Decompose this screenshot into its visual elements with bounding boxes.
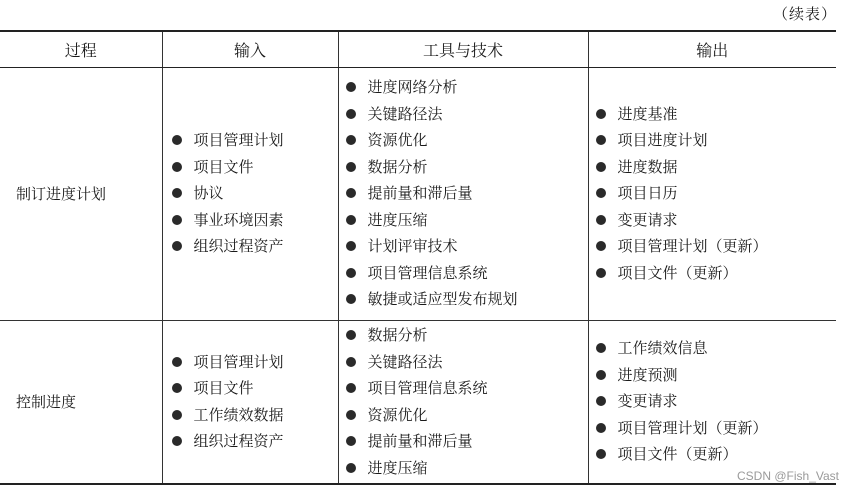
list-item: 项目文件 — [166, 154, 337, 181]
list-item: 项目管理计划 — [166, 349, 337, 376]
header-tools: 工具与技术 — [338, 31, 588, 67]
list-item: 项目管理信息系统 — [340, 375, 587, 402]
list-item: 关键路径法 — [340, 349, 587, 376]
list-item: 组织过程资产 — [166, 428, 337, 455]
list-item: 工作绩效信息 — [590, 335, 836, 362]
list-item: 进度压缩 — [340, 207, 587, 234]
inputs-list — [164, 349, 337, 455]
list-item: 项目管理计划（更新） — [590, 415, 836, 442]
list-item: 项目管理计划 — [166, 127, 337, 154]
outputs-list — [590, 101, 836, 287]
table-row — [0, 320, 836, 484]
process-table — [0, 30, 836, 485]
list-item: 提前量和滞后量 — [340, 180, 587, 207]
list-item: 项目文件 — [166, 375, 337, 402]
list-item: 工作绩效数据 — [166, 402, 337, 429]
list-item: 项目日历 — [590, 180, 836, 207]
list-item: 提前量和滞后量 — [340, 428, 587, 455]
tools-list — [340, 74, 587, 313]
list-item: 项目文件（更新） — [590, 441, 836, 468]
outputs-list — [590, 335, 836, 468]
inputs-list — [164, 127, 337, 260]
list-item: 进度基准 — [590, 101, 836, 128]
list-item: 变更请求 — [590, 207, 836, 234]
list-item: 项目管理计划（更新） — [590, 233, 836, 260]
process-name: 制订进度计划 — [0, 67, 162, 320]
list-item: 进度压缩 — [340, 455, 587, 482]
list-item: 数据分析 — [340, 322, 587, 349]
list-item: 资源优化 — [340, 402, 587, 429]
list-item: 关键路径法 — [340, 101, 587, 128]
watermark: CSDN @Fish_Vast — [737, 469, 839, 483]
list-item: 项目管理信息系统 — [340, 260, 587, 287]
list-item: 进度数据 — [590, 154, 836, 181]
header-inputs: 输入 — [162, 31, 338, 67]
header-process: 过程 — [0, 31, 162, 67]
header-row — [0, 31, 836, 67]
list-item: 项目文件（更新） — [590, 260, 836, 287]
list-item: 协议 — [166, 180, 337, 207]
list-item: 敏捷或适应型发布规划 — [340, 286, 587, 313]
list-item: 进度预测 — [590, 362, 836, 389]
header-outputs: 输出 — [588, 31, 836, 67]
tools-list — [340, 322, 587, 481]
list-item: 项目进度计划 — [590, 127, 836, 154]
table-row — [0, 67, 836, 320]
list-item: 数据分析 — [340, 154, 587, 181]
list-item: 资源优化 — [340, 127, 587, 154]
process-name: 控制进度 — [0, 320, 162, 484]
list-item: 事业环境因素 — [166, 207, 337, 234]
list-item: 进度网络分析 — [340, 74, 587, 101]
continued-label: （续表） — [772, 5, 837, 23]
list-item: 计划评审技术 — [340, 233, 587, 260]
list-item: 变更请求 — [590, 388, 836, 415]
list-item: 组织过程资产 — [166, 233, 337, 260]
